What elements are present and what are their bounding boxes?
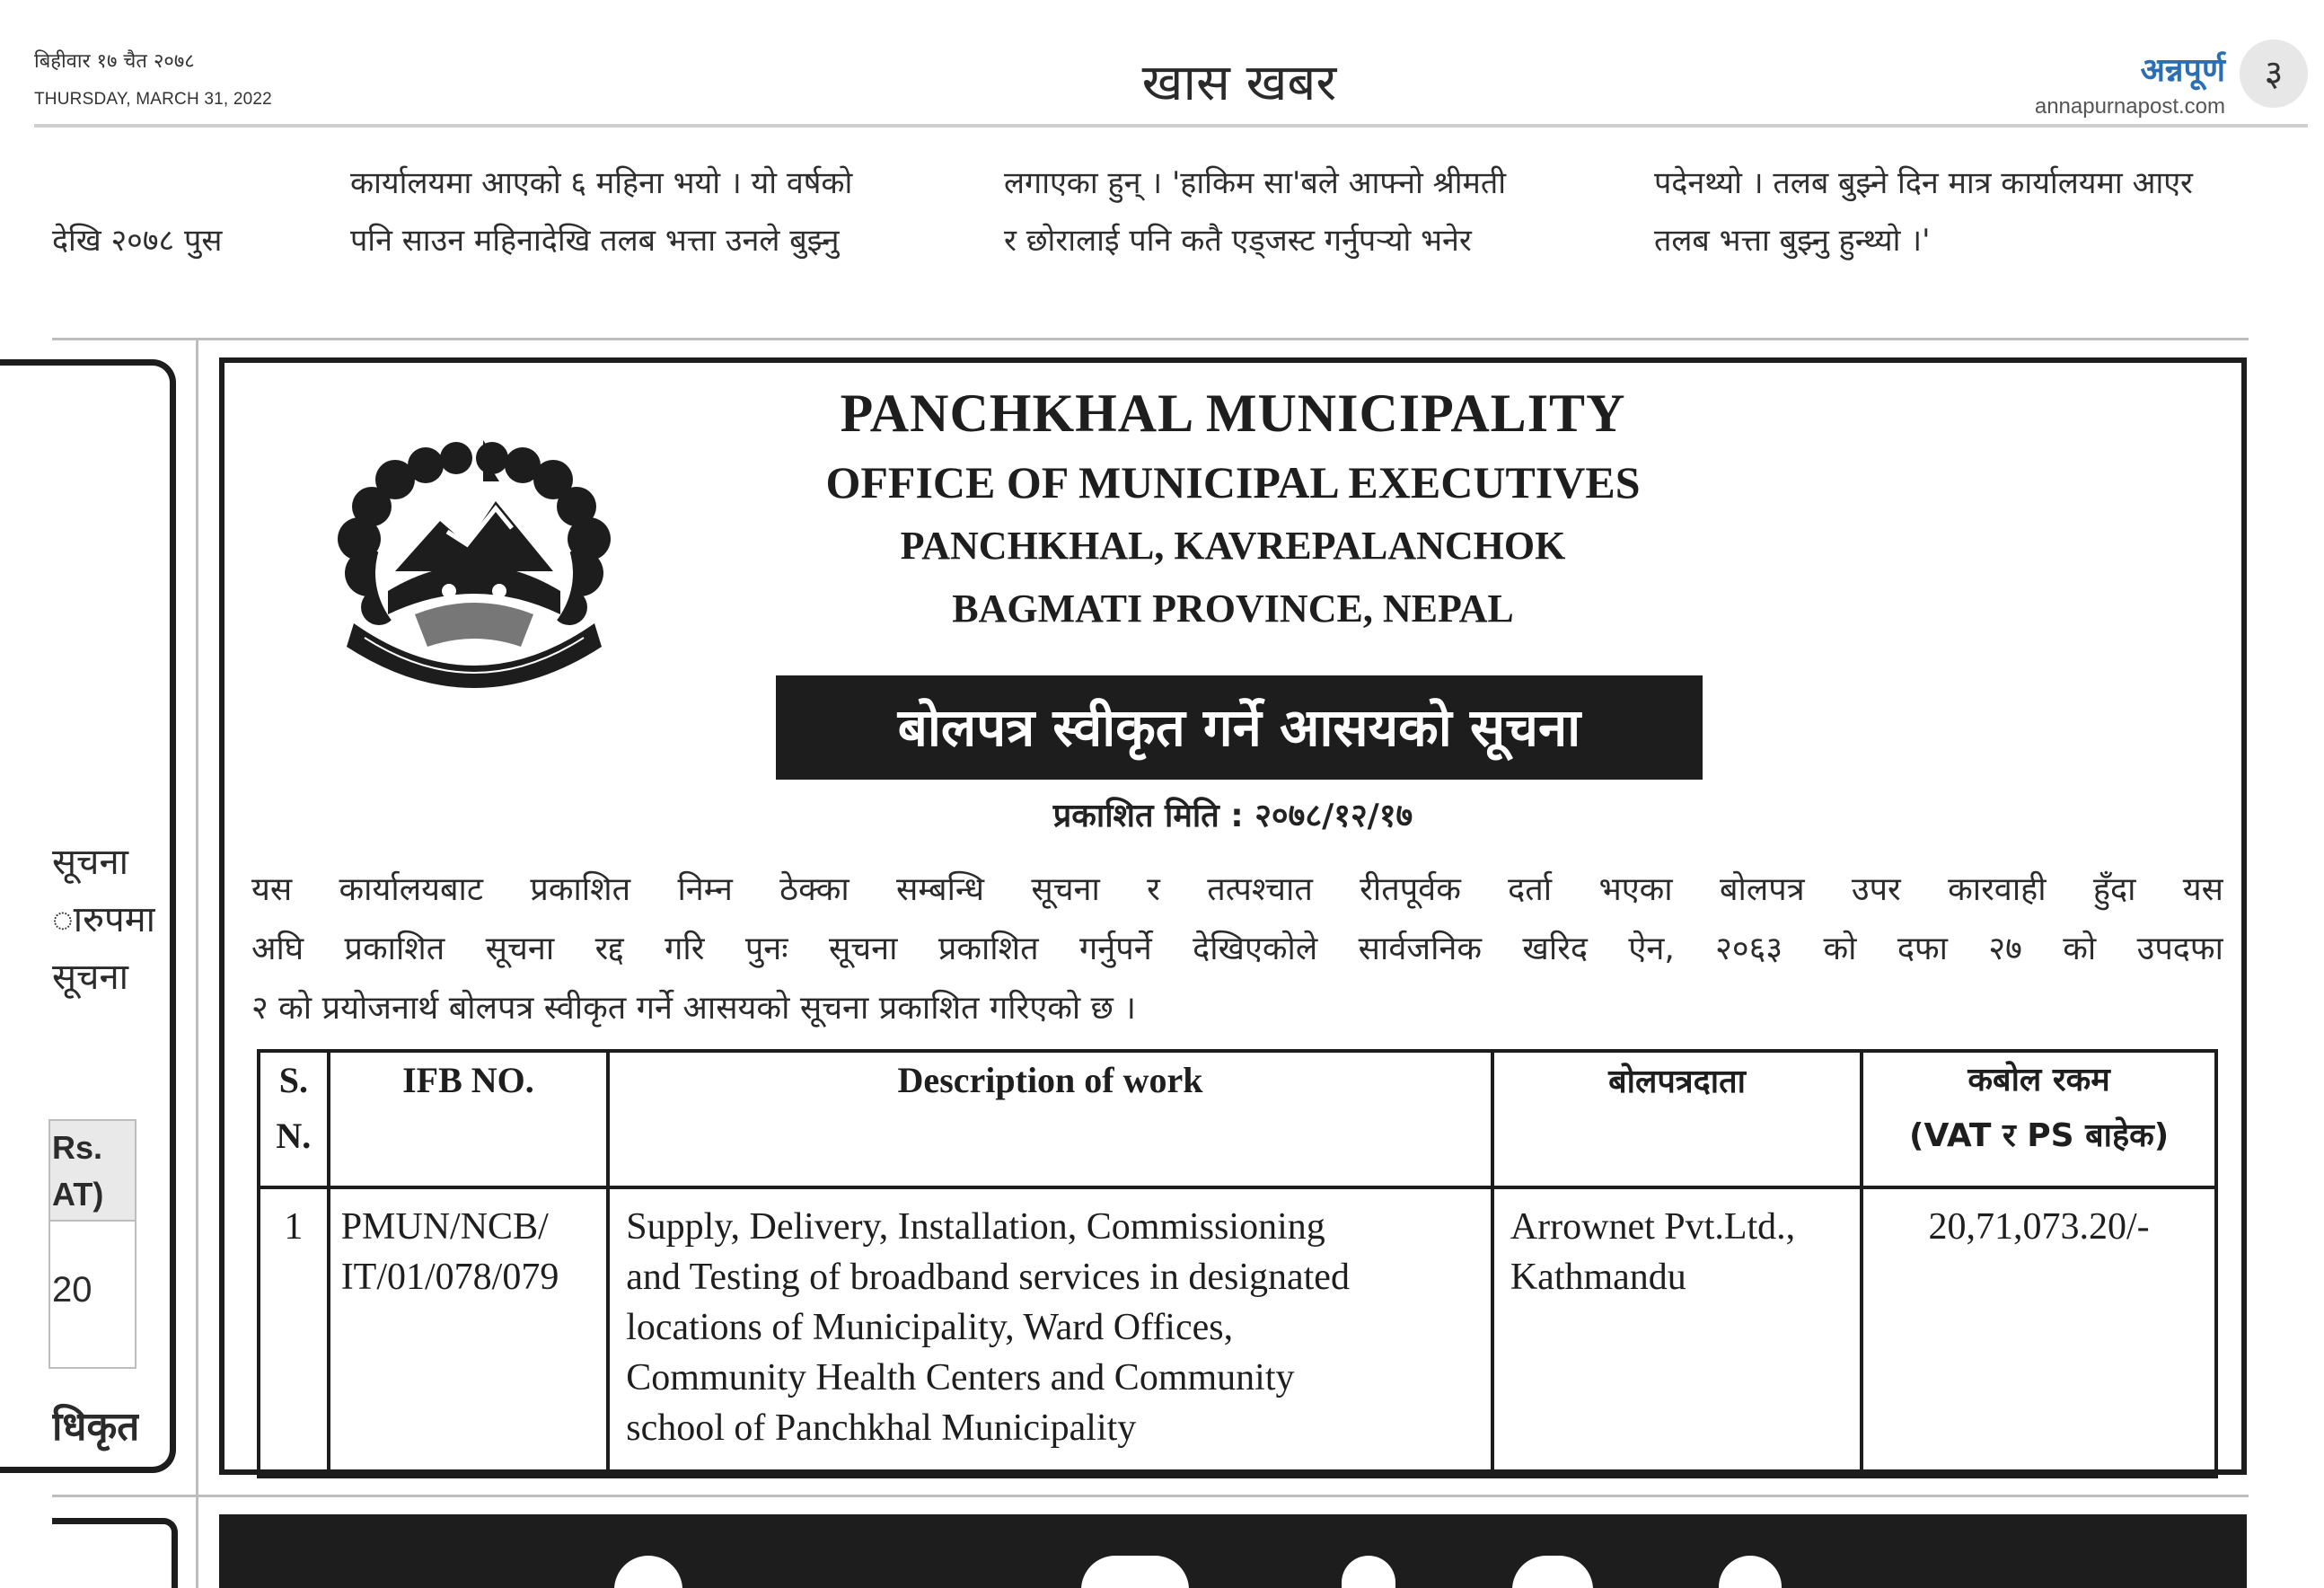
adjacent-header-line: AT) [52,1176,104,1213]
brand-url[interactable]: annapurnapost.com [2034,94,2225,119]
body-line: यस कार्यालयबाट प्रकाशित निम्न ठेक्का सम्बन्धि सूचना र तत्पश्चात रीतपूर्वक दर्ता भएका बोलपत्र उपर कारवाही हुँदा यस [251,871,2223,908]
adjacent-line: सूचना [52,842,128,883]
description-line: Supply, Delivery, Installation, Commissioning [626,1206,1325,1248]
notice-province: BAGMATI PROVINCE, NEPAL [952,587,1514,631]
body-line: अघि प्रकाशित सूचना रद्द गरि पुनः सूचना प्रकाशित गर्नुपर्ने देखिएकोले सार्वजनिक खरिद ऐन, २०६३ को दफा २७ को उपदफा [251,931,2223,967]
article-line: देखि २०७८ पुस [52,223,223,259]
article-line: तलब भत्ता बुझ्नु हुन्थ्यो ।' [1654,223,1931,259]
description-line: locations of Municipality, Ward Offices, [626,1307,1234,1348]
glyph-fragment [614,1556,682,1588]
glyph-fragment [1512,1556,1593,1588]
table-header-row [259,1051,2216,1187]
section-divider-bottom [52,1495,2249,1497]
header-sn-line: S. [278,1060,308,1100]
notice-banner: बोलपत्र स्वीकृत गर्ने आसयको सूचना [776,675,1703,780]
article-column-4 [1654,154,2274,269]
award-table [257,1049,2218,1478]
masthead-date [34,47,272,110]
article-line: पनि साउन महिनादेखि तलब भत्ता उनले बुझ्नु [350,223,840,259]
article-line: कार्यालयमा आएको ६ महिना भयो । यो वर्षको [350,165,853,201]
adjacent-notice-text [52,834,155,1006]
bidder-line: Arrownet Pvt.Ltd., [1510,1206,1796,1248]
header-amount [1862,1051,2216,1187]
notice-title: PANCHKHAL MUNICIPALITY [840,384,1626,443]
body-line: २ को प्रयोजनार्थ बोलपत्र स्वीकृत गर्ने आसयको सूचना प्रकाशित गरिएको छ । [251,990,1136,1027]
glyph-fragment [1719,1556,1782,1588]
adjacent-cell-value: 20 [52,1270,92,1310]
cell-bidder [1492,1187,1862,1477]
article-column-2 [350,154,961,269]
adjacent-line: सूचना [52,957,128,998]
cell-amount: 20,71,073.20/- [1862,1187,2216,1477]
adjacent-footer-text: धिकृत [52,1404,140,1450]
header-bidder [1492,1051,1862,1187]
header-ifb: IFB NO. [329,1051,609,1187]
page-number: ३ [2240,40,2308,108]
masthead-divider [34,124,2308,128]
ifb-line: PMUN/NCB/ [340,1206,549,1248]
header-amount-line: (VAT र PS बाहेक) [1908,1117,2170,1154]
ifb-line: IT/01/078/079 [340,1257,559,1298]
published-date: प्रकाशित मिति : २०७८/१२/१७ [1052,798,1413,834]
header-sn [259,1051,329,1187]
date-nepali: बिहीवार १७ चैत २०७८ [34,50,195,73]
adjacent-line: ारुपमा [52,899,156,940]
description-line: and Testing of broadband services in designated [626,1257,1350,1298]
date-english: THURSDAY, MARCH 31, 2022 [34,90,272,109]
notice-body [251,860,2223,1038]
header-description: Description of work [608,1051,1492,1187]
article-line: पदेनथ्यो । तलब बुझ्ने दिन मात्र कार्यालयमा आएर [1654,165,2193,201]
table-row [259,1187,2216,1477]
notice-office: OFFICE OF MUNICIPAL EXECUTIVES [825,457,1641,507]
brand[interactable] [2035,47,2225,119]
article-column-3 [1004,154,1624,269]
article-column-1 [52,154,313,269]
description-line: school of Panchkhal Municipality [626,1407,1137,1449]
bidder-line: Kathmandu [1510,1257,1686,1298]
cell-ifb [329,1187,609,1477]
adjacent-header-text [52,1125,103,1218]
glyph-fragment [1342,1556,1395,1588]
article-line: लगाएका हुन् । 'हाकिम सा'बले आफ्नो श्रीमती [1004,165,1507,201]
brand-logo[interactable]: अन्नपूर्ण [2140,51,2225,89]
article-line: र छोरालाई पनि कतै एड्जस्ट गर्नुपर्‍यो भनेर [1004,223,1472,259]
description-line: Community Health Centers and Community [626,1357,1295,1398]
notice-location: PANCHKHAL, KAVREPALANCHOK [900,524,1566,568]
cell-sn: 1 [259,1187,329,1477]
column-divider [196,338,198,1588]
section-title: खास खबर [1141,54,1337,112]
next-notice-banner [219,1514,2247,1588]
section-divider [52,338,2249,340]
header-amount-line: कबोल रकम [1967,1062,2110,1098]
tender-notice [219,357,2247,1475]
article-line [52,154,313,212]
cell-description [608,1187,1492,1477]
header-sn-line: N. [276,1116,312,1156]
header-bidder-label: बोलपत्रदाता [1608,1063,1746,1100]
adjacent-next-box [52,1518,178,1588]
adjacent-header-line: Rs. [52,1129,103,1166]
glyph-fragment [1081,1556,1189,1588]
